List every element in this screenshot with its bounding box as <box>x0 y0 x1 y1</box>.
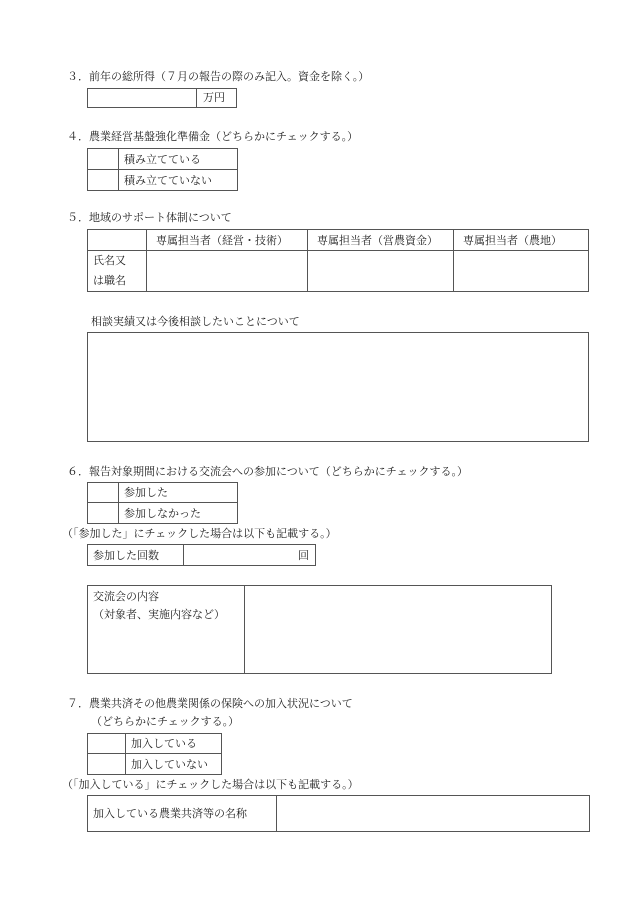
exchange-option-2: 参加しなかった <box>119 503 238 524</box>
reserve-option-2: 積み立てていない <box>119 170 238 191</box>
exchange-option-1: 参加した <box>119 483 238 503</box>
exchange-count-unit: 回 <box>298 548 309 562</box>
insurance-name-input[interactable] <box>277 796 590 832</box>
support-col-farmland: 専属担当者（農地） <box>454 230 589 251</box>
support-col-management: 専属担当者（経営・技術） <box>147 230 308 251</box>
section5-heading: ５．地域のサポート体制について <box>67 211 232 224</box>
insurance-option-1: 加入している <box>126 734 222 754</box>
support-col-finance: 専属担当者（営農資金） <box>308 230 454 251</box>
section4-heading: ４．農業経営基盤強化準備金（どちらかにチェックする。） <box>67 130 359 143</box>
exchange-options <box>87 482 238 524</box>
exchange-checkbox-1[interactable] <box>88 483 119 503</box>
section7-heading: ７．農業共済その他農業関係の保険への加入状況について <box>67 697 353 710</box>
support-name-management[interactable] <box>147 251 308 292</box>
support-name-finance[interactable] <box>308 251 454 292</box>
consult-textarea[interactable] <box>87 332 589 442</box>
support-name-farmland[interactable] <box>454 251 589 292</box>
insurance-checkbox-1[interactable] <box>88 734 126 754</box>
insurance-note: （「加入している」にチェックした場合は以下も記載する。） <box>62 778 359 791</box>
exchange-count-label: 参加した回数 <box>88 545 184 566</box>
income-unit: 万円 <box>203 91 225 104</box>
exchange-checkbox-2[interactable] <box>88 503 119 524</box>
insurance-name-label: 加入している農業共済等の名称 <box>88 796 277 832</box>
insurance-options <box>87 733 222 775</box>
reserve-checkbox-2[interactable] <box>88 170 119 191</box>
income-divider <box>196 89 197 107</box>
support-row-label-line2: は職名 <box>93 274 126 287</box>
exchange-content-label-1: 交流会の内容 <box>93 590 159 603</box>
reserve-option-1: 積み立てている <box>119 149 238 170</box>
exchange-count-table <box>87 544 316 566</box>
insurance-option-2: 加入していない <box>126 754 222 775</box>
insurance-checkbox-2[interactable] <box>88 754 126 775</box>
section6-heading: ６．報告対象期間における交流会への参加について（どちらかにチェックする。） <box>67 465 468 478</box>
income-input[interactable] <box>88 89 196 107</box>
insurance-name-table <box>87 795 590 832</box>
reserve-checkbox-1[interactable] <box>88 149 119 170</box>
exchange-content-label-2: （対象者、実施内容など） <box>93 608 225 621</box>
reserve-options <box>87 148 238 191</box>
section7-subheading: （どちらかにチェックする。） <box>91 715 240 728</box>
exchange-content-input[interactable] <box>245 586 551 673</box>
consult-label: 相談実績又は今後相談したいことについて <box>91 315 300 328</box>
exchange-count-input[interactable] <box>184 545 316 566</box>
section3-heading: ３．前年の総所得（７月の報告の際のみ記入。資金を除く。） <box>67 70 370 83</box>
exchange-content-box <box>87 585 552 674</box>
support-table <box>87 229 589 292</box>
support-row-label <box>88 251 147 292</box>
exchange-note: （「参加した」にチェックした場合は以下も記載する。） <box>62 527 337 540</box>
income-field-box <box>87 88 237 108</box>
support-row-label-line1: 氏名又 <box>93 254 126 267</box>
support-header-blank <box>88 230 147 251</box>
